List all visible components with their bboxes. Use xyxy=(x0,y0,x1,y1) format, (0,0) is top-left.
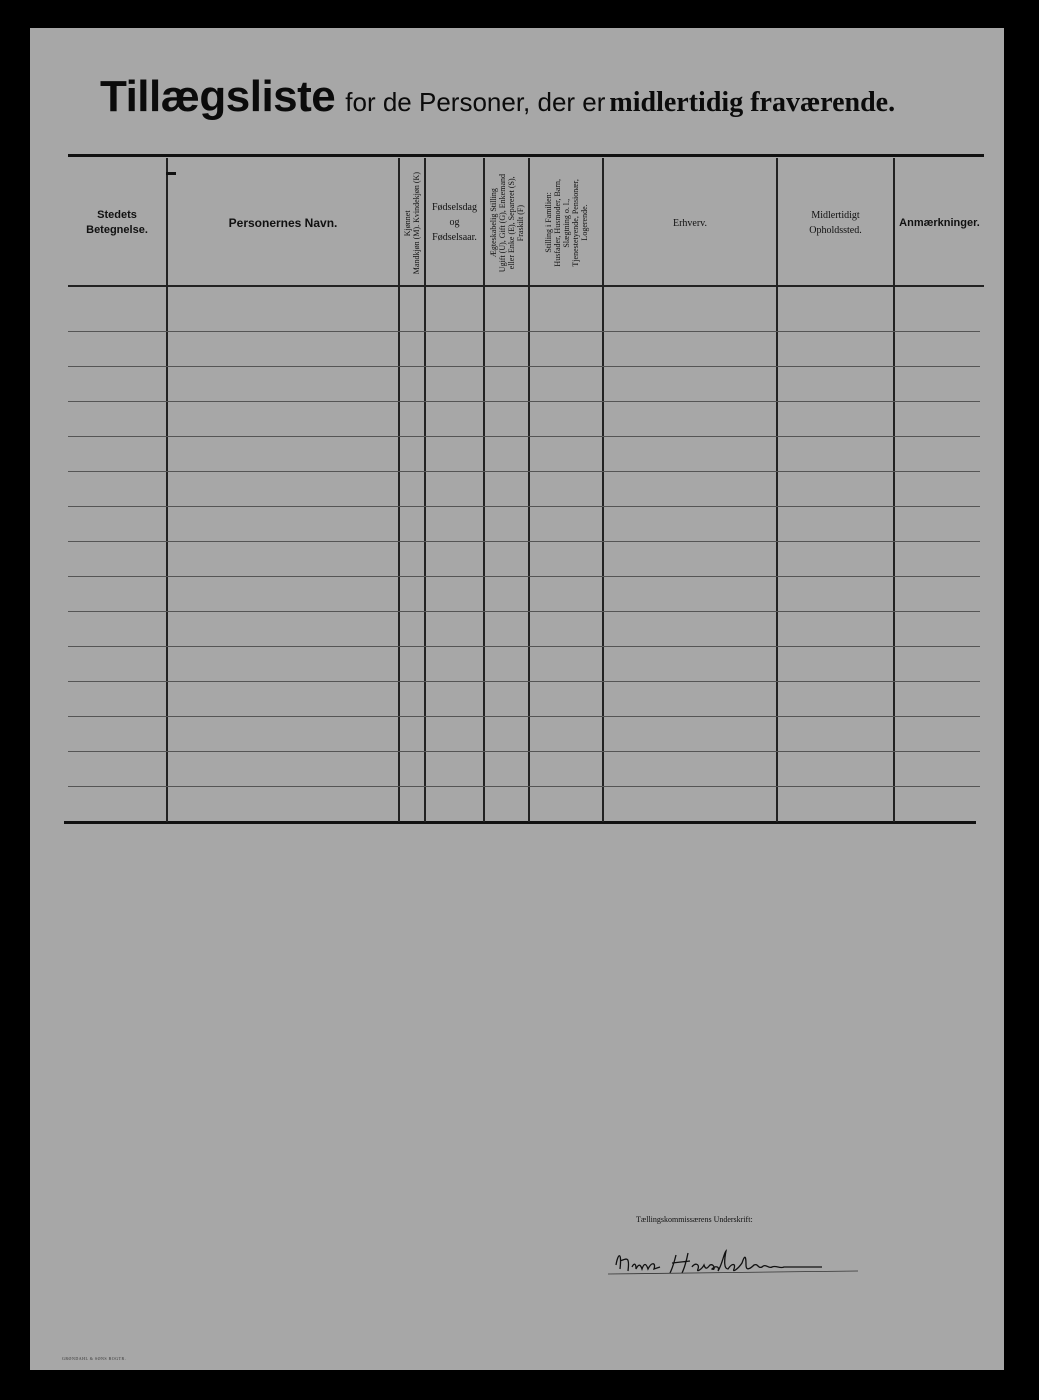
signature-label: Tællingskommissærens Underskrift: xyxy=(636,1215,753,1224)
header-fodsel xyxy=(426,164,483,282)
table-row-line xyxy=(68,366,980,367)
page-title xyxy=(100,72,930,122)
header-stilling-line2: Husfader, Husmoder, Barn, xyxy=(552,179,562,267)
header-navn: Personernes Navn. xyxy=(228,216,338,230)
table-row-line xyxy=(68,751,980,752)
title-main: Tillægsliste xyxy=(100,72,336,121)
header-aegteskab-line3: eller Enke (E), Separeret (S), xyxy=(506,176,516,270)
table-row-line xyxy=(68,401,980,402)
header-anmaerkninger: Anmærkninger. xyxy=(899,216,980,229)
header-kjonnet xyxy=(400,164,424,282)
census-table xyxy=(68,154,984,824)
header-stilling xyxy=(530,164,602,282)
title-part1: for de Personer, der er xyxy=(345,87,606,117)
table-row-line xyxy=(68,716,980,717)
header-aegteskab-line1: Ægteskabelig Stilling xyxy=(488,188,498,258)
table-row-line xyxy=(68,436,980,437)
header-opholdssted xyxy=(778,164,893,282)
printer-mark: GRØNDAHL & SØNS BOGTR. xyxy=(62,1356,127,1361)
header-fodsel-line2: og xyxy=(449,217,460,228)
table-row-line xyxy=(68,786,980,787)
header-stedets xyxy=(68,164,166,282)
header-stilling-line1: Stilling i Familien: xyxy=(543,192,553,254)
header-aegteskab-line4: Fraskilt (F) xyxy=(515,204,525,242)
table-row-line xyxy=(68,646,980,647)
header-stedets-line2: Betegnelse. xyxy=(86,224,148,236)
table-row-line xyxy=(68,681,980,682)
title-part2: midlertidig fraværende. xyxy=(609,87,896,118)
table-row-line xyxy=(68,611,980,612)
table-top-rule xyxy=(68,154,984,157)
header-fodsel-line3: Fødselsaar. xyxy=(432,232,477,243)
header-opholdssted-line2: Opholdssted. xyxy=(809,225,862,236)
header-stilling-line3: Slægtning o. l., xyxy=(561,198,571,248)
header-erhverv: Erhverv. xyxy=(672,217,708,229)
table-row-line xyxy=(68,331,980,332)
header-aegteskab xyxy=(485,164,528,282)
handwritten-signature xyxy=(608,1245,858,1281)
table-row-line xyxy=(68,576,980,577)
header-kjonnet-line2: Mandkjøn (M). Kvindekjøn (K) xyxy=(412,171,421,275)
header-aegteskab-line2: Ugift (U), Gift (G), Enkemand xyxy=(497,173,507,273)
table-row-line xyxy=(68,506,980,507)
header-stedets-line1: Stedets xyxy=(97,209,137,221)
header-divider xyxy=(68,285,984,287)
header-kjonnet-line1: Kjønnet xyxy=(403,210,412,236)
header-stilling-line4: Tjenestetyende, Pensionær, xyxy=(570,179,580,267)
ink-mark xyxy=(166,172,176,175)
header-fodsel-line1: Fødselsdag xyxy=(432,202,477,213)
table-row-line xyxy=(68,541,980,542)
table-bottom-rule xyxy=(64,821,976,824)
table-row-line xyxy=(68,471,980,472)
header-stilling-line5: Logerende. xyxy=(579,204,589,242)
header-opholdssted-line1: Midlertidigt xyxy=(811,210,860,221)
